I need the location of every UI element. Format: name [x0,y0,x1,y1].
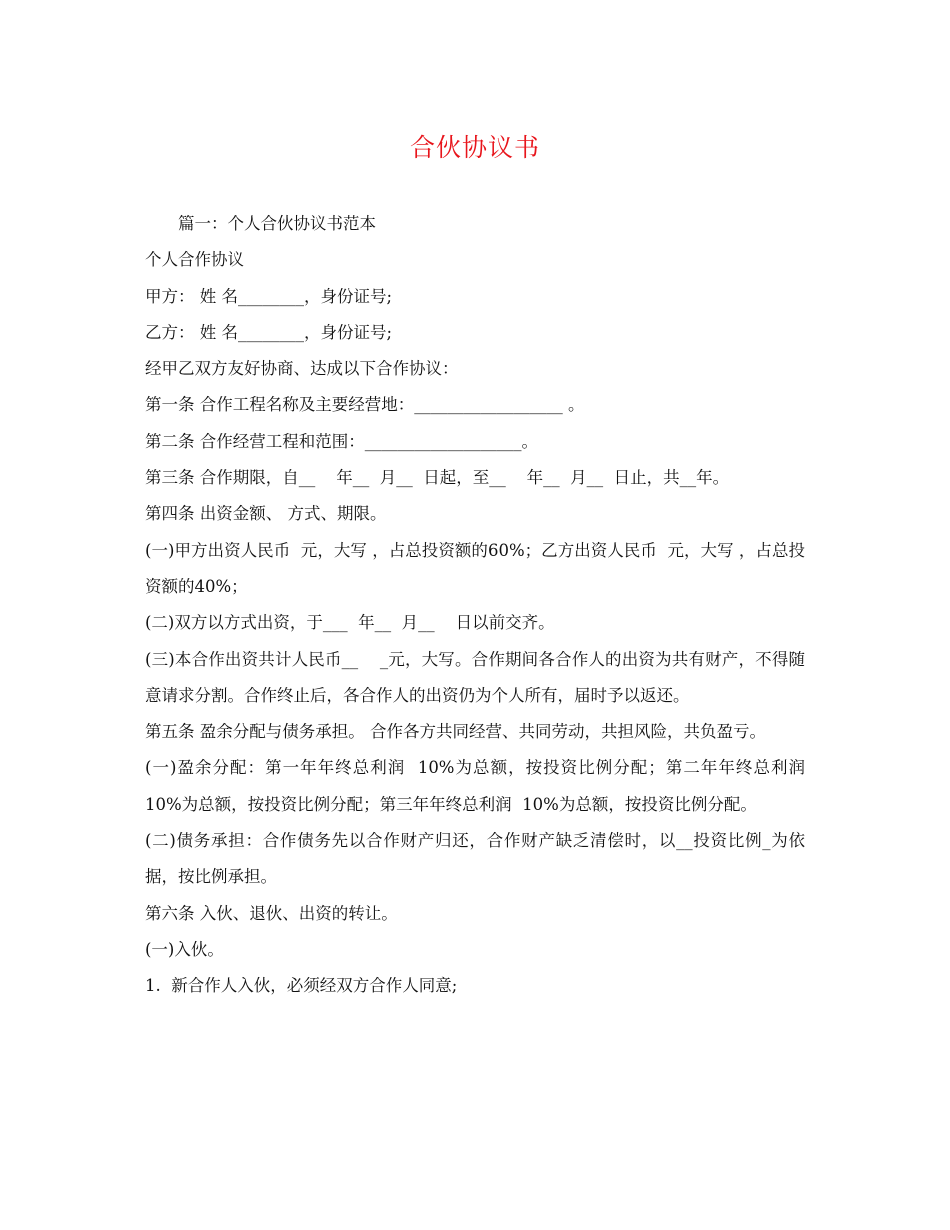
article-4-clause-2: (二)双方以方式出资，于___ 年__ 月__ 日以前交齐。 [145,613,555,633]
article-5-clause-1: (一)盈余分配：第一年年终总利润 10%为总额，按投资比例分配；第二年年终总利润 10%为总额，按投资比例分配；第三年年终总利润 10%为总额，按投资比例分配。 [145,758,816,814]
article-6: 第六条 入伙、退伙、出资的转让。 [145,903,398,923]
article-5-clause-2: (二)债务承担：合作债务先以合作财产归还，合作财产缺乏清偿时，以__投资比例_为依据，按比例承担。 [145,831,805,887]
article-4-clause-3: (三)本合作出资共计人民币__ _元，大写。合作期间各合作人的出资为共有财产，不得随意请求分割。合作终止后，各合作人的出资仍为个人所有，届时予以返还。 [145,649,805,705]
article-5: 第五条 盈余分配与债务承担。 合作各方共同经营、共同劳动，共担风险，共负盈亏。 [145,722,766,742]
article-6-clause-1: (一)入伙。 [145,939,224,959]
section-heading: 篇一：个人合伙协议书范本 [178,214,376,233]
preamble-line: 经甲乙双方友好协商、达成以下合作协议： [145,359,459,379]
document-body [145,206,816,1005]
article-4: 第四条 出资金额、 方式、期限。 [145,504,387,524]
party-a-line: 甲方： 姓 名________，身份证号; [145,286,393,306]
article-4-clause-1: (一)甲方出资人民币 元，大写 ，占总投资额的60%；乙方出资人民币 元，大写 ，占总投资额的40%； [145,540,805,596]
article-3: 第三条 合作期限，自__ 年__ 月__ 日起，至__ 年__ 月__ 日止，共__年。 [145,468,730,488]
document-title: 合伙协议书 [409,133,540,162]
agreement-subtitle: 个人合作协议 [145,250,244,270]
article-2: 第二条 合作经营工程和范围：___________________。 [145,431,538,451]
article-1: 第一条 合作工程名称及主要经营地：__________________ 。 [145,395,585,415]
party-b-line: 乙方： 姓 名________，身份证号; [145,322,393,342]
article-6-item-1: 1. 新合作人入伙，必须经双方合作人同意; [145,976,458,996]
